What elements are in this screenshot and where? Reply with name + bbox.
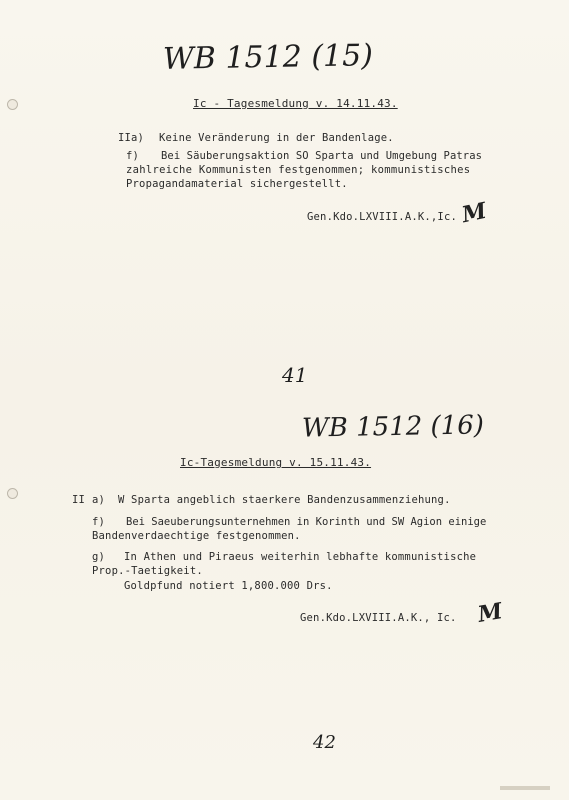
- item-label: g): [92, 551, 106, 563]
- signature-initial-1: M: [459, 197, 489, 229]
- item-label: f): [126, 150, 140, 162]
- page-number-2: 42: [313, 732, 336, 753]
- item-text: Prop.-Taetigkeit.: [92, 565, 203, 577]
- report-title-1: Ic - Tagesmeldung v. 14.11.43.: [193, 97, 398, 110]
- archive-reference-1: WB 1512 (15): [162, 38, 374, 77]
- item-text: Bei Säuberungsaktion SO Sparta und Umgebung Patras: [161, 150, 483, 162]
- item-text: Bei Saeuberungsunternehmen in Korinth und SW Agion einige: [126, 516, 487, 528]
- item-label: a): [92, 494, 106, 506]
- section-label-2: II: [72, 494, 86, 506]
- item-text: Keine Veränderung in der Bandenlage.: [159, 132, 394, 144]
- scan-artifact: [500, 786, 550, 790]
- page-number-1: 41: [282, 363, 308, 387]
- item-text: W Sparta angeblich staerkere Bandenzusammenziehung.: [118, 494, 451, 506]
- archive-reference-2: WB 1512 (16): [301, 410, 485, 444]
- signature-initial-2: M: [475, 598, 505, 628]
- report-title-2: Ic-Tagesmeldung v. 15.11.43.: [180, 456, 372, 469]
- item-label: a): [131, 132, 145, 144]
- signature-block-1: Gen.Kdo.LXVIII.A.K.,Ic.: [307, 211, 457, 223]
- item-text: Propagandamaterial sichergestellt.: [126, 178, 348, 190]
- punch-hole-mark: [7, 488, 18, 499]
- item-text: Bandenverdaechtige festgenommen.: [92, 530, 301, 542]
- item-text: In Athen und Piraeus weiterhin lebhafte kommunistische: [124, 551, 477, 563]
- item-text: zahlreiche Kommunisten festgenommen; kommunistisches: [126, 164, 471, 176]
- section-label-1: II: [118, 132, 132, 144]
- signature-block-2: Gen.Kdo.LXVIII.A.K., Ic.: [300, 612, 457, 624]
- item-label: f): [92, 516, 106, 528]
- punch-hole-mark: [7, 99, 18, 110]
- item-text: Goldpfund notiert 1,800.000 Drs.: [124, 580, 333, 592]
